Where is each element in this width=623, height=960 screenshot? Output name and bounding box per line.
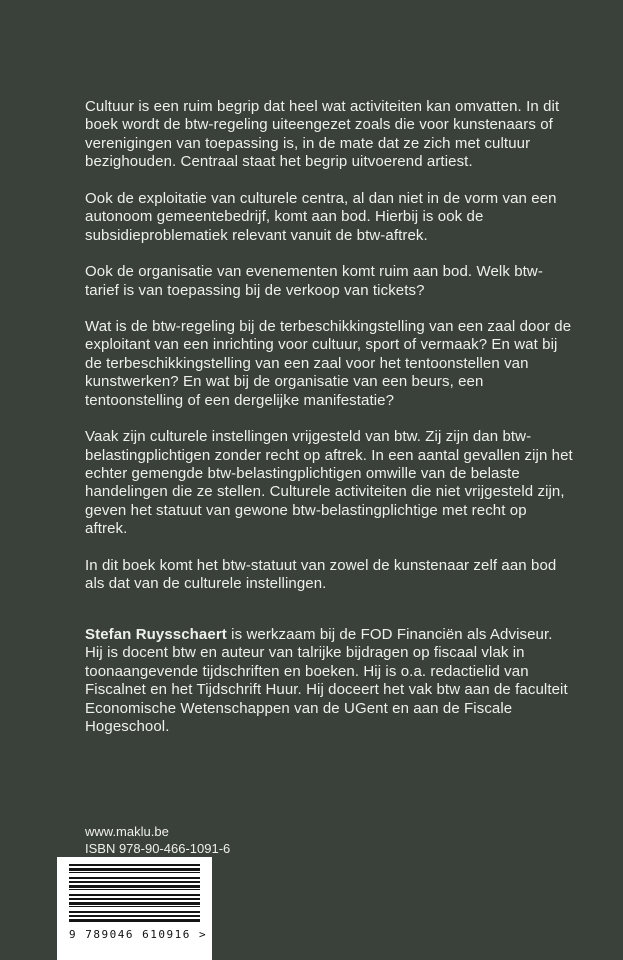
blurb-text [85, 98, 573, 612]
blurb-paragraph: Ook de exploitatie van culturele centra, al dan niet in de vorm van een autonoom gemeentebedrijf, komt aan bod. Hierbij is ook de subsidieproblematiek relevant vanuit de btw-aftrek. [85, 189, 557, 244]
blurb-paragraph: Vaak zijn culturele instellingen vrijgesteld van btw. Zij zijn dan btw-belastingplichtigen zonder recht op aftrek. In een aantal gevallen zijn het echter gemengde btw-belastingplichtigen omwille van de belaste handelingen die ze stellen. Culturele activiteiten die niet vrijgesteld zijn, geven het statuut van gewone btw-belastingplichtige met recht op aftrek. [85, 428, 573, 538]
author-bio-text: is werkzaam bij de FOD Financiën als Adviseur. Hij is docent btw en auteur van talrijke bijdragen op fiscaal vlak in toonaangevende tijdschriften en boeken. Hij is o.a. redactielid van Fiscalnet en het Tijdschrift Huur. Hij doceert het vak btw aan de faculteit Economische Wetenschappen van de UGent en aan de Fiscale Hogeschool. [85, 626, 568, 736]
author-name: Stefan Ruysschaert [85, 626, 227, 643]
blurb-paragraph: Wat is de btw-regeling bij de terbeschikkingstelling van een zaal door de exploitant van een inrichting voor cultuur, sport of vermaak? En wat bij de terbeschikkingstelling van een zaal voor het tentoonstellen van kunstwerken? En wat bij de organisatie van een beurs, een tentoonstelling of een dergelijke manifestatie? [85, 317, 572, 409]
blurb-paragraph: In dit boek komt het btw-statuut van zowel de kunstenaar zelf aan bod als dat van de culturele instellingen. [85, 556, 557, 593]
author-paragraph [85, 626, 573, 737]
publisher-website: www.maklu.be [85, 824, 169, 839]
blurb-paragraph: Cultuur is een ruim begrip dat heel wat activiteiten kan omvatten. In dit boek wordt de btw-regeling uiteengezet zoals die voor kunstenaars of verenigingen van toepassing is, in de mate dat ze zich met cultuur bezighouden. Centraal staat het begrip uitvoerend artiest. [85, 98, 560, 171]
isbn-text: ISBN 978-90-466-1091-6 [85, 841, 231, 856]
barcode-bars [69, 864, 200, 922]
barcode [57, 857, 212, 960]
author-bio [85, 626, 573, 737]
barcode-number: 9 789046 610916 > [69, 928, 208, 941]
blurb-paragraph: Ook de organisatie van evenementen komt ruim aan bod. Welk btw-tarief is van toepassing bij de verkoop van tickets? [85, 263, 543, 299]
